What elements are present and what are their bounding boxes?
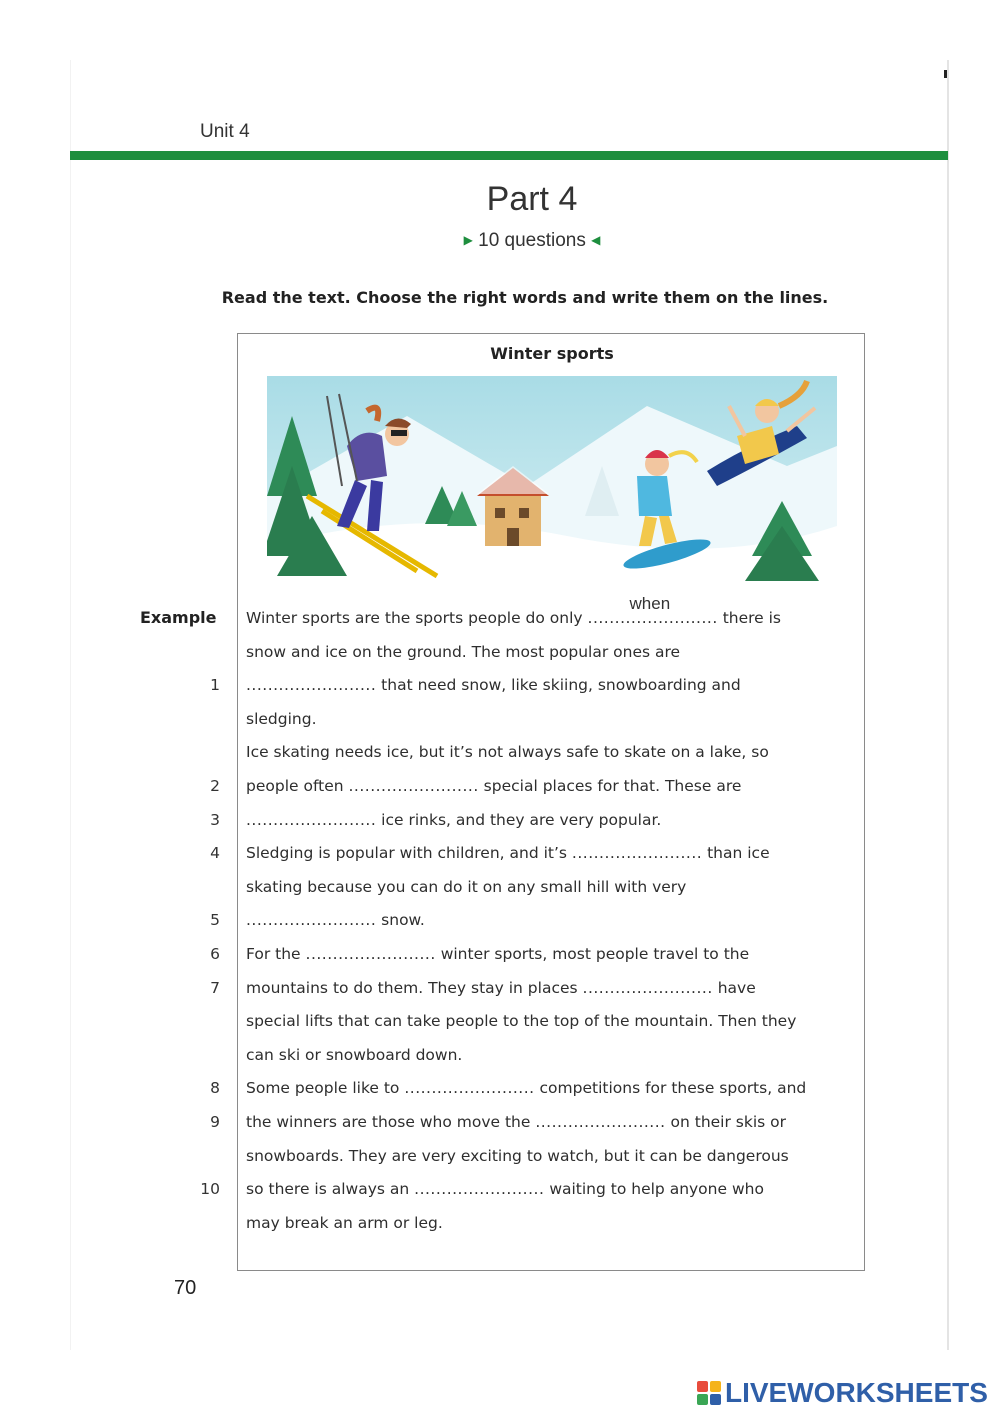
line-text: ice rinks, and they are very popular. (376, 810, 662, 829)
winter-sports-illustration (267, 376, 837, 586)
line-text: special lifts that can take people to the top of the mountain. Then they (246, 1012, 797, 1031)
line-text: can ski or snowboard down. (246, 1045, 463, 1064)
text-line (246, 771, 741, 801)
answer-blank[interactable] (583, 973, 713, 1003)
text-line (246, 805, 661, 835)
line-text: so there is always an (246, 1180, 415, 1199)
blank-dots: ........................ (246, 911, 377, 930)
text-line (246, 973, 756, 1003)
answer-blank[interactable] (246, 670, 376, 700)
corner-mark (944, 70, 947, 78)
question-number: 8 (210, 1079, 220, 1098)
line-text: than ice (702, 844, 770, 863)
question-number: 9 (210, 1113, 220, 1131)
example-answer: when (629, 594, 671, 613)
text-line (246, 594, 782, 633)
blank-dots: ........................ (587, 609, 718, 627)
question-number: 7 (210, 978, 220, 997)
line-text: have (712, 978, 756, 997)
text-line (246, 939, 749, 969)
text-line (246, 905, 425, 935)
question-number: 6 (210, 945, 220, 963)
blank-dots: ........................ (535, 1113, 666, 1131)
liveworksheets-logo (697, 1378, 988, 1408)
blank-dots: ........................ (414, 1180, 545, 1199)
question-number: 4 (210, 844, 220, 863)
blank-dots: ........................ (582, 978, 713, 997)
part-title: Part 4 (486, 180, 578, 218)
answer-blank[interactable] (246, 805, 376, 835)
text-line (246, 872, 686, 902)
answer-blank[interactable] (246, 905, 376, 935)
text-line (246, 838, 770, 868)
text-line (246, 670, 741, 700)
text-line (246, 637, 680, 667)
answer-blank[interactable] (306, 939, 436, 969)
text-title: Winter sports (490, 344, 614, 363)
question-number: 10 (200, 1180, 220, 1199)
line-text: people often (246, 777, 349, 795)
question-number: 5 (210, 911, 220, 930)
line-text: competitions for these sports, and (534, 1079, 807, 1098)
question-number: 1 (210, 676, 220, 695)
line-text: waiting to help anyone who (544, 1180, 764, 1199)
text-line (246, 1006, 796, 1036)
text-line (246, 1174, 764, 1204)
text-line (246, 737, 769, 767)
line-text: Some people like to (246, 1079, 405, 1098)
line-text: Ice skating needs ice, but it’s not always safe to skate on a lake, so (246, 743, 769, 762)
blank-dots: ........................ (404, 1079, 535, 1098)
line-text: that need snow, like skiing, snowboarding and (376, 676, 741, 695)
answer-blank[interactable] (404, 1073, 534, 1103)
page-number: 70 (174, 1277, 197, 1299)
line-text: snowboards. They are very exciting to watch, but it can be dangerous (246, 1146, 789, 1165)
blank-dots: ........................ (348, 777, 479, 795)
answer-blank[interactable] (414, 1174, 544, 1204)
text-line (246, 704, 317, 734)
brand-mark-icon (697, 1381, 721, 1405)
triangle-left-icon: ◀ (591, 233, 601, 247)
blank-dots: ........................ (246, 676, 377, 695)
text-line (246, 1073, 806, 1103)
brand-text: LIVEWORKSHEETS (725, 1377, 988, 1408)
line-text: the winners are those who move the (246, 1113, 536, 1131)
questions-count (0, 230, 1000, 252)
line-text: sledging. (246, 709, 317, 728)
blank-dots: ........................ (246, 810, 377, 829)
question-number: 3 (210, 810, 220, 829)
answer-blank[interactable] (572, 838, 702, 868)
unit-label: Unit 4 (200, 121, 250, 142)
line-text: may break an arm or leg. (246, 1213, 443, 1232)
line-text: special places for that. These are (478, 777, 742, 795)
example-label: Example (140, 608, 217, 627)
example-blank (587, 594, 718, 633)
line-text: on their skis or (665, 1113, 786, 1131)
line-text: snow. (376, 911, 425, 930)
text-line (246, 1208, 443, 1238)
line-text: Winter sports are the sports people do only (246, 609, 588, 627)
blank-dots: ........................ (305, 945, 436, 963)
line-text: skating because you can do it on any small hill with very (246, 877, 687, 896)
answer-blank[interactable] (349, 771, 479, 801)
line-text: Sledging is popular with children, and it’s (246, 844, 572, 863)
header-divider (70, 151, 948, 160)
text-line (246, 1107, 786, 1137)
line-text: mountains to do them. They stay in places (246, 978, 583, 997)
questions-count-text: 10 questions (478, 230, 586, 251)
triangle-right-icon: ▶ (463, 233, 473, 247)
line-text: winter sports, most people travel to the (435, 945, 750, 963)
text-line (246, 1141, 789, 1171)
instruction: Read the text. Choose the right words and write them on the lines. (221, 288, 829, 307)
text-line (246, 1040, 462, 1070)
blank-dots: ........................ (571, 844, 703, 863)
line-text: For the (246, 945, 306, 963)
answer-blank[interactable] (535, 1107, 665, 1137)
line-text: snow and ice on the ground. The most popular ones are (246, 642, 681, 661)
line-text: there is (717, 609, 782, 627)
question-number: 2 (210, 777, 220, 795)
